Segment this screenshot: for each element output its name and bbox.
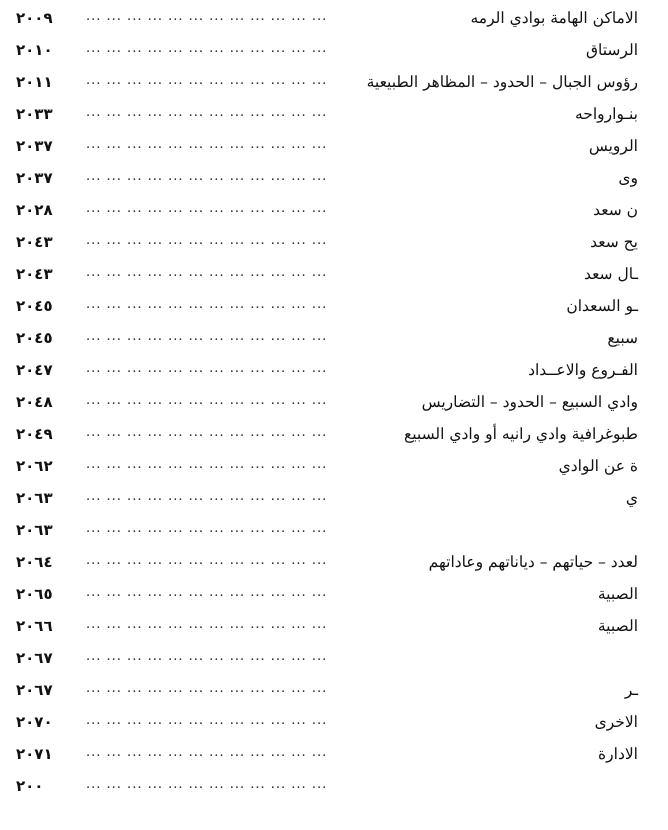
toc-row	[0, 772, 668, 800]
page-number: ٢٠٧٠	[16, 713, 53, 731]
entry-title: بنـوارواحه	[569, 100, 638, 128]
page-number: ٢٠٤٣	[16, 233, 53, 251]
dot-leader: ... ... ... ... ... ... ... ... ... ... ... ...	[86, 457, 328, 472]
dot-leader: ... ... ... ... ... ... ... ... ... ... ... ...	[86, 297, 328, 312]
entry-title: رؤوس الجبال – الحدود – المظاهر الطبيعية	[361, 68, 638, 96]
toc-row	[0, 164, 668, 192]
dot-leader: ... ... ... ... ... ... ... ... ... ... ... ...	[86, 265, 328, 280]
dot-leader: ... ... ... ... ... ... ... ... ... ... ... ...	[86, 713, 328, 728]
entry-title: طبوغرافية وادي رانيه أو وادي السبيع	[398, 420, 638, 448]
dot-leader: ... ... ... ... ... ... ... ... ... ... ... ...	[86, 489, 328, 504]
entry-title: ـر	[619, 676, 638, 704]
page-number: ٢٠٦٦	[16, 617, 53, 635]
dot-leader: ... ... ... ... ... ... ... ... ... ... ... ...	[86, 105, 328, 120]
toc-row	[0, 68, 668, 96]
toc-row	[0, 324, 668, 352]
dot-leader: ... ... ... ... ... ... ... ... ... ... ... ...	[86, 169, 328, 184]
toc-row	[0, 612, 668, 640]
entry-title: الاخرى	[589, 708, 638, 736]
toc-row	[0, 452, 668, 480]
toc-row	[0, 260, 668, 288]
entry-title: ن سعد	[587, 196, 638, 224]
page-number: ٢٠٦٣	[16, 489, 53, 507]
page-number: ٢٠٤٧	[16, 361, 53, 379]
entry-title: وادي السبيع – الحدود – التضاريس	[416, 388, 638, 416]
toc-row	[0, 420, 668, 448]
page-number: ٢٠٣٣	[16, 105, 53, 123]
entry-title: الاماكن الهامة بوادي الرمه	[465, 4, 639, 32]
toc-row	[0, 36, 668, 64]
toc-row	[0, 100, 668, 128]
entry-title: الصبية	[592, 612, 638, 640]
dot-leader: ... ... ... ... ... ... ... ... ... ... ... ...	[86, 73, 328, 88]
toc-row	[0, 292, 668, 320]
toc-row	[0, 196, 668, 224]
page-number: ٢٠٦٧	[16, 649, 53, 667]
dot-leader: ... ... ... ... ... ... ... ... ... ... ... ...	[86, 329, 328, 344]
page-number: ٢٠٤٨	[16, 393, 53, 411]
toc-row	[0, 644, 668, 672]
dot-leader: ... ... ... ... ... ... ... ... ... ... ... ...	[86, 585, 328, 600]
entry-title: ي	[620, 484, 638, 512]
toc-row	[0, 516, 668, 544]
toc-row	[0, 388, 668, 416]
toc-row	[0, 356, 668, 384]
page-number: ٢٠٦٧	[16, 681, 53, 699]
dot-leader: ... ... ... ... ... ... ... ... ... ... ... ...	[86, 553, 328, 568]
dot-leader: ... ... ... ... ... ... ... ... ... ... ... ...	[86, 745, 328, 760]
dot-leader: ... ... ... ... ... ... ... ... ... ... ... ...	[86, 137, 328, 152]
toc-row	[0, 740, 668, 768]
toc-row	[0, 676, 668, 704]
dot-leader: ... ... ... ... ... ... ... ... ... ... ... ...	[86, 777, 328, 792]
page-number: ٢٠١٠	[16, 41, 53, 59]
toc-row	[0, 708, 668, 736]
page-number: ٢٠٠	[16, 777, 44, 795]
dot-leader: ... ... ... ... ... ... ... ... ... ... ... ...	[86, 41, 328, 56]
entry-title: سبيع	[601, 324, 638, 352]
toc-row	[0, 4, 668, 32]
dot-leader: ... ... ... ... ... ... ... ... ... ... ... ...	[86, 201, 328, 216]
dot-leader: ... ... ... ... ... ... ... ... ... ... ... ...	[86, 649, 328, 664]
page-number: ٢٠٤٥	[16, 329, 53, 347]
dot-leader: ... ... ... ... ... ... ... ... ... ... ... ...	[86, 425, 328, 440]
entry-title: وى	[612, 164, 638, 192]
dot-leader: ... ... ... ... ... ... ... ... ... ... ... ...	[86, 521, 328, 536]
toc-row	[0, 580, 668, 608]
toc-row	[0, 484, 668, 512]
entry-title: الرويس	[583, 132, 638, 160]
dot-leader: ... ... ... ... ... ... ... ... ... ... ... ...	[86, 9, 328, 24]
page-number: ٢٠٤٩	[16, 425, 53, 443]
dot-leader: ... ... ... ... ... ... ... ... ... ... ... ...	[86, 361, 328, 376]
entry-title: الادارة	[592, 740, 638, 768]
dot-leader: ... ... ... ... ... ... ... ... ... ... ... ...	[86, 393, 328, 408]
entry-title: الفـروع والاعــداد	[522, 356, 638, 384]
entry-title: ة عن الوادي	[553, 452, 638, 480]
entry-title: الرستاق	[580, 36, 638, 64]
dot-leader: ... ... ... ... ... ... ... ... ... ... ... ...	[86, 233, 328, 248]
entry-title: الصبية	[592, 580, 638, 608]
entry-title: ـو السعدان	[560, 292, 638, 320]
page-number: ٢٠١١	[16, 73, 53, 91]
page-number: ٢٠٦٢	[16, 457, 53, 475]
page-number: ٢٠٤٥	[16, 297, 53, 315]
entry-title: لعدد – حياتهم – دياناتهم وعاداتهم	[423, 548, 638, 576]
entry-title: يح سعد	[584, 228, 638, 256]
dot-leader: ... ... ... ... ... ... ... ... ... ... ... ...	[86, 617, 328, 632]
page-number: ٢٠٠٩	[16, 9, 53, 27]
page-number: ٢٠٤٣	[16, 265, 53, 283]
dot-leader: ... ... ... ... ... ... ... ... ... ... ... ...	[86, 681, 328, 696]
page-number: ٢٠٦٤	[16, 553, 53, 571]
page-number: ٢٠٢٨	[16, 201, 53, 219]
entry-title: ـال سعد	[578, 260, 638, 288]
toc-row	[0, 548, 668, 576]
page-number: ٢٠٧١	[16, 745, 53, 763]
page-number: ٢٠٣٧	[16, 169, 53, 187]
page-number: ٢٠٣٧	[16, 137, 53, 155]
toc-row	[0, 228, 668, 256]
toc-row	[0, 132, 668, 160]
page-number: ٢٠٦٣	[16, 521, 53, 539]
page-number: ٢٠٦٥	[16, 585, 53, 603]
